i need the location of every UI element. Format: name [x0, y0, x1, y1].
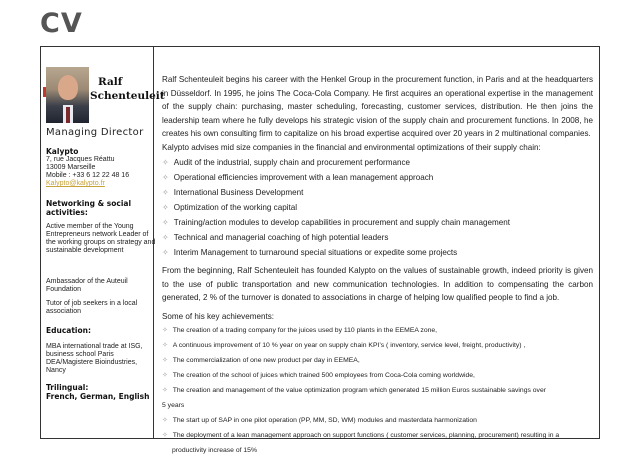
phone: Mobile : +33 6 12 22 48 16: [46, 172, 130, 179]
role-title: Managing Director: [46, 127, 144, 138]
networking-entry-1: Active member of the Young Entrepreneurs network Leader of the working groups on strategy and sustainable development: [46, 223, 156, 254]
achievement-item: ✧ The deployment of a lean management approach on support functions ( customer services, planning, procurement) resulting in a: [162, 432, 560, 439]
profile-name: [90, 75, 165, 103]
contact-block: [46, 156, 156, 188]
sparkle-bullet-icon: ✧: [162, 372, 168, 379]
service-item: ✧ Operational efficiencies improvement with a lean management approach: [162, 173, 434, 182]
sparkle-bullet-icon: ✧: [162, 327, 168, 334]
service-item: ✧ Audit of the industrial, supply chain and procurement performance: [162, 158, 410, 167]
networking-heading: Networking & social activities:: [46, 199, 132, 217]
values-paragraph: From the beginning, Ralf Schenteuleit has founded Kalypto on the values of sustainable growth, indeed priority is given to the use of public transportation and new communication technologies. In addition to compensating the carbon generated, 2 % of the turnover is donated to associations in charge of helping low qualified people to find a job.: [162, 266, 593, 302]
sparkle-bullet-icon: ✧: [162, 342, 168, 349]
achievement-item: ✧ The start up of SAP in one pilot operation (PP, MM, SD, WM) modules and masterdata harmonization: [162, 417, 477, 424]
sparkle-bullet-icon: ✧: [162, 417, 168, 424]
photo-tie: [66, 107, 70, 123]
company-name: Kalypto: [46, 147, 79, 156]
address-line-2: 13009 Marseille: [46, 164, 96, 171]
sparkle-bullet-icon: ✧: [162, 158, 169, 167]
achievement-continuation: productivity increase of 15%: [172, 447, 258, 454]
cv-frame: [40, 46, 600, 454]
achievement-item: ✧ The commercialization of one new product per day in EEMEA,: [162, 357, 360, 364]
service-item: ✧ Optimization of the working capital: [162, 203, 298, 212]
sparkle-bullet-icon: ✧: [162, 432, 168, 439]
intro-paragraph: Ralf Schenteuleit begins his career with the Henkel Group in the procurement function, in Paris and at the headquarters in Düsseldorf. In 1995, he joins The Coca-Cola Company. He first acquires an operational expertise in the management of the supply chain: purchasing, master scheduling, forecasting, customer services, distribution. He then joins the leadership team where he fully develops his strategic vision of the supply chain and procurement functions. In 2008, he creates his own consulting firm to capitalize on his broad expertise acquired over 20 years in 2 multinational companies.: [162, 75, 593, 138]
service-item: ✧ Interim Management to turnaround special situations or expedite some projects: [162, 248, 458, 257]
achievement-item: ✧ A continuous improvement of 10 % year on year on supply chain KPI’s ( inventory, service level, freight, productivity) ,: [162, 342, 526, 349]
languages-heading: Trilingual:: [46, 383, 89, 392]
photo-face: [58, 75, 78, 100]
page-title: CV: [40, 8, 83, 39]
education-heading: Education:: [46, 326, 91, 335]
first-name: Ralf: [98, 76, 123, 88]
achievement-continuation: 5 years: [162, 402, 185, 409]
advises-line: Kalypto advises mid size companies in the financial and environmental optimizations of their supply chain:: [162, 143, 541, 152]
languages-text: French, German, English: [46, 392, 150, 401]
email-link[interactable]: Kalypto@kalypto.fr: [46, 180, 105, 187]
service-item: ✧ Training/action modules to develop capabilities in procurement and supply chain management: [162, 218, 511, 227]
sparkle-bullet-icon: ✧: [162, 233, 169, 242]
education-text: MBA international trade at ISG, business school Paris DEA/Magistere Bioindustries, Nancy: [46, 343, 143, 374]
achievements-heading: Some of his key achievements:: [162, 312, 275, 321]
sparkle-bullet-icon: ✧: [162, 203, 169, 212]
profile-photo: [46, 67, 89, 123]
achievement-item: ✧ The creation and management of the value optimization program which generated 15 million Euros sustainable savings over: [162, 387, 546, 394]
networking-entry-3: Tutor of job seekers in a local association: [46, 300, 138, 315]
achievement-item: ✧ The creation of the school of juices which trained 500 employees from Coca-Cola coming worldwide,: [162, 372, 475, 379]
sparkle-bullet-icon: ✧: [162, 218, 169, 227]
last-name: Schenteuleit: [90, 90, 165, 102]
networking-entry-2: Ambassador of the Auteuil Foundation: [46, 278, 128, 293]
sparkle-bullet-icon: ✧: [162, 387, 168, 394]
sparkle-bullet-icon: ✧: [162, 357, 168, 364]
achievement-item: ✧ The creation of a trading company for the juices used by 110 plants in the EEMEA zone,: [162, 327, 438, 334]
service-item: ✧ Technical and managerial coaching of high potential leaders: [162, 233, 389, 242]
service-item: ✧ International Business Development: [162, 188, 304, 197]
sparkle-bullet-icon: ✧: [162, 173, 169, 182]
address-line-1: 7, rue Jacques Réattu: [46, 156, 115, 163]
sparkle-bullet-icon: ✧: [162, 188, 169, 197]
sparkle-bullet-icon: ✧: [162, 248, 169, 257]
